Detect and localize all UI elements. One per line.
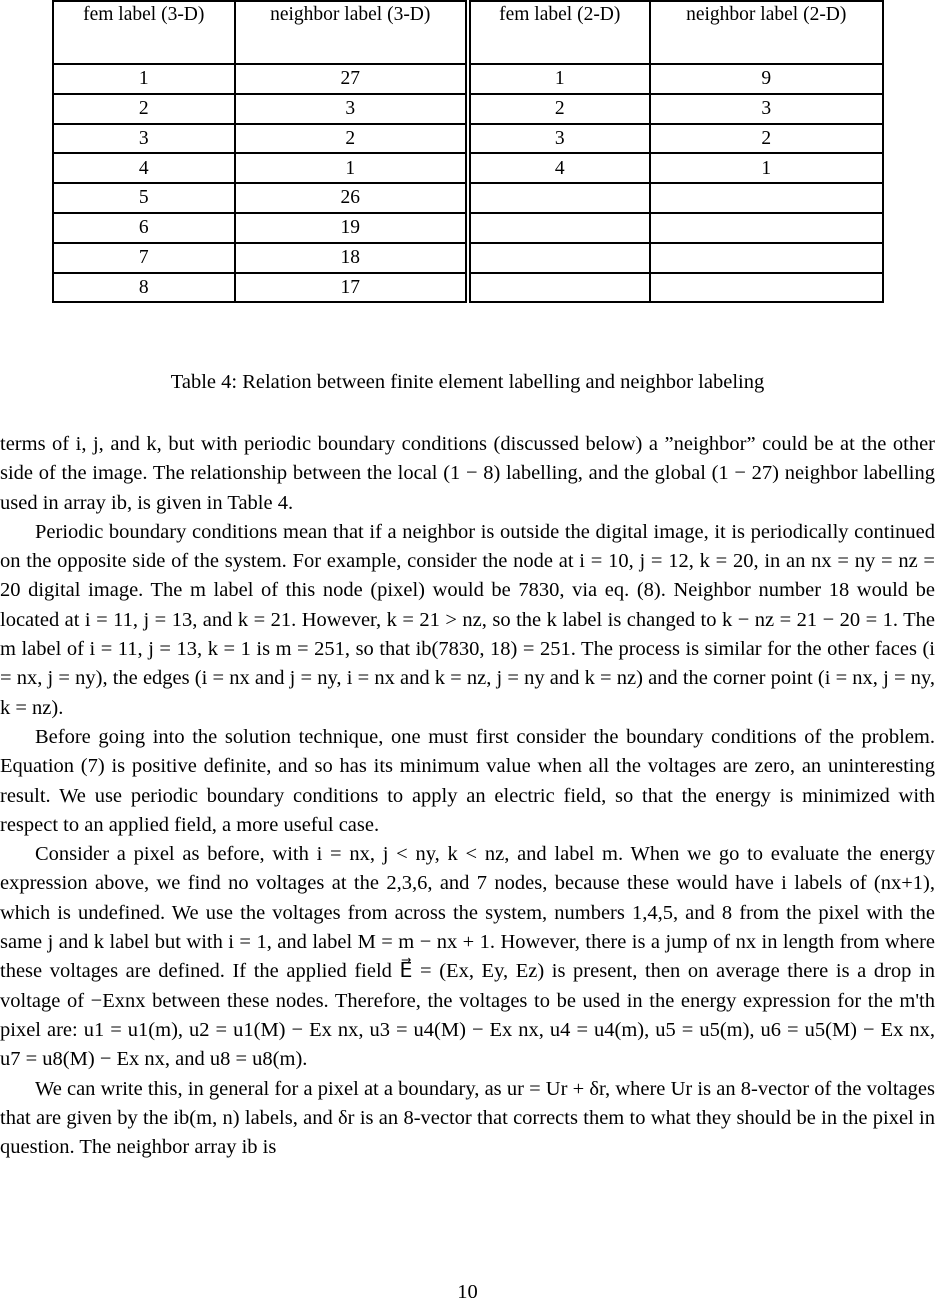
table-cell: 1 [650, 153, 883, 183]
table-cell [468, 243, 650, 273]
table-cell [650, 243, 883, 273]
table-cell: 2 [468, 94, 650, 124]
paragraph-pixel-voltages: Consider a pixel as before, with i = nx, j < ny, k < nz, and label m. When we go to evaluate the energy expression above, we find no voltages at the 2,3,6, and 7 nodes, because these would have i labels of (nx+1), which is undefined. We use the voltages from across the system, numbers 1,4,5, and 8 from the pixel with the same j and k label but with i = 1, and label M = m − nx + 1. However, there is a jump of nx in length from where these voltages are defined. If the applied field E⃗ = (Ex, Ey, Ez) is present, then on average there is a drop in voltage of −Exnx between these nodes. Therefore, the voltages to be used in the energy expression for the m'th pixel are: u1 = u1(m), u2 = u1(M) − Ex nx, u3 = u4(M) − Ex nx, u4 = u4(m), u5 = u5(m), u6 = u5(M) − Ex nx, u7 = u8(M) − Ex nx, and u8 = u8(m). [0, 843, 935, 1071]
table-cell: 2 [235, 124, 468, 154]
table-cell: 1 [53, 64, 235, 94]
table-row [53, 124, 883, 154]
table-cell: 6 [53, 213, 235, 243]
page-number: 10 [457, 1281, 478, 1303]
table-row [53, 64, 883, 94]
table-caption: Table 4: Relation between finite element labelling and neighbor labeling [170, 371, 765, 393]
table-cell: 5 [53, 183, 235, 213]
paragraph-boundary-conditions: Before going into the solution technique, one must first consider the boundary conditions of the problem. Equation (7) is positive definite, and so has its minimum value when all the voltages are zero, an uninteresting result. We use periodic boundary conditions to apply an electric field, so that the energy is minimized with respect to an applied field, a more useful case. [0, 725, 935, 836]
table-cell: 1 [235, 153, 468, 183]
table-cell [468, 213, 650, 243]
table-cell [650, 213, 883, 243]
table-cell: 9 [650, 64, 883, 94]
table-header-cell: neighbor label (2-D) [650, 1, 883, 64]
table-cell: 17 [235, 273, 468, 303]
table-row [53, 213, 883, 243]
body-text [0, 430, 935, 1162]
table-cell: 3 [53, 124, 235, 154]
table-cell: 7 [53, 243, 235, 273]
table-row [53, 153, 883, 183]
label-relation-table [52, 0, 884, 303]
table-row [53, 273, 883, 303]
table-header-cell: fem label (2-D) [468, 1, 650, 64]
paragraph-continuation: terms of i, j, and k, but with periodic boundary conditions (discussed below) a ”neighbor” could be at the other side of the image. The relationship between the local (1 − 8) labelling, and the global (1 − 27) neighbor labelling used in array ib, is given in Table 4. [0, 433, 935, 514]
table-cell: 1 [468, 64, 650, 94]
table-header-cell: neighbor label (3-D) [235, 1, 468, 64]
table-cell [650, 273, 883, 303]
table-row [53, 243, 883, 273]
table-cell: 26 [235, 183, 468, 213]
table-cell: 3 [650, 94, 883, 124]
table-cell: 18 [235, 243, 468, 273]
paragraph-general-boundary: We can write this, in general for a pixel at a boundary, as ur = Ur + δr, where Ur is an 8-vector of the voltages that are given by the ib(m, n) labels, and δr is an 8-vector that corrects them to what they should be in the pixel in question. The neighbor array ib is [0, 1077, 935, 1159]
table-cell [468, 273, 650, 303]
table-header-row [53, 1, 883, 64]
table-cell: 27 [235, 64, 468, 94]
table-row [53, 94, 883, 124]
table-cell: 3 [235, 94, 468, 124]
table-cell: 2 [650, 124, 883, 154]
table-cell [650, 183, 883, 213]
table-cell: 4 [468, 153, 650, 183]
paragraph-periodic-boundary: Periodic boundary conditions mean that if a neighbor is outside the digital image, it is periodically continued on the opposite side of the system. For example, consider the node at i = 10, j = 12, k = 20, in an nx = ny = nz = 20 digital image. The m label of this node (pixel) would be 7830, via eq. (8). Neighbor number 18 would be located at i = 11, j = 13, and k = 21. However, k = 21 > nz, so the k label is changed to k − nz = 21 − 20 = 1. The m label of i = 11, j = 13, k = 1 is m = 251, so that ib(7830, 18) = 251. The process is similar for the other faces (i = nx, j = ny), the edges (i = nx and j = ny, i = nx and k = nz, j = ny and k = nz) and the corner point (i = nx, j = ny, k = nz). [0, 520, 935, 719]
table-cell: 3 [468, 124, 650, 154]
table-header-cell: fem label (3-D) [53, 1, 235, 64]
table-row [53, 183, 883, 213]
table-cell: 19 [235, 213, 468, 243]
table-cell: 4 [53, 153, 235, 183]
table-cell: 2 [53, 94, 235, 124]
table-cell [468, 183, 650, 213]
table-cell: 8 [53, 273, 235, 303]
